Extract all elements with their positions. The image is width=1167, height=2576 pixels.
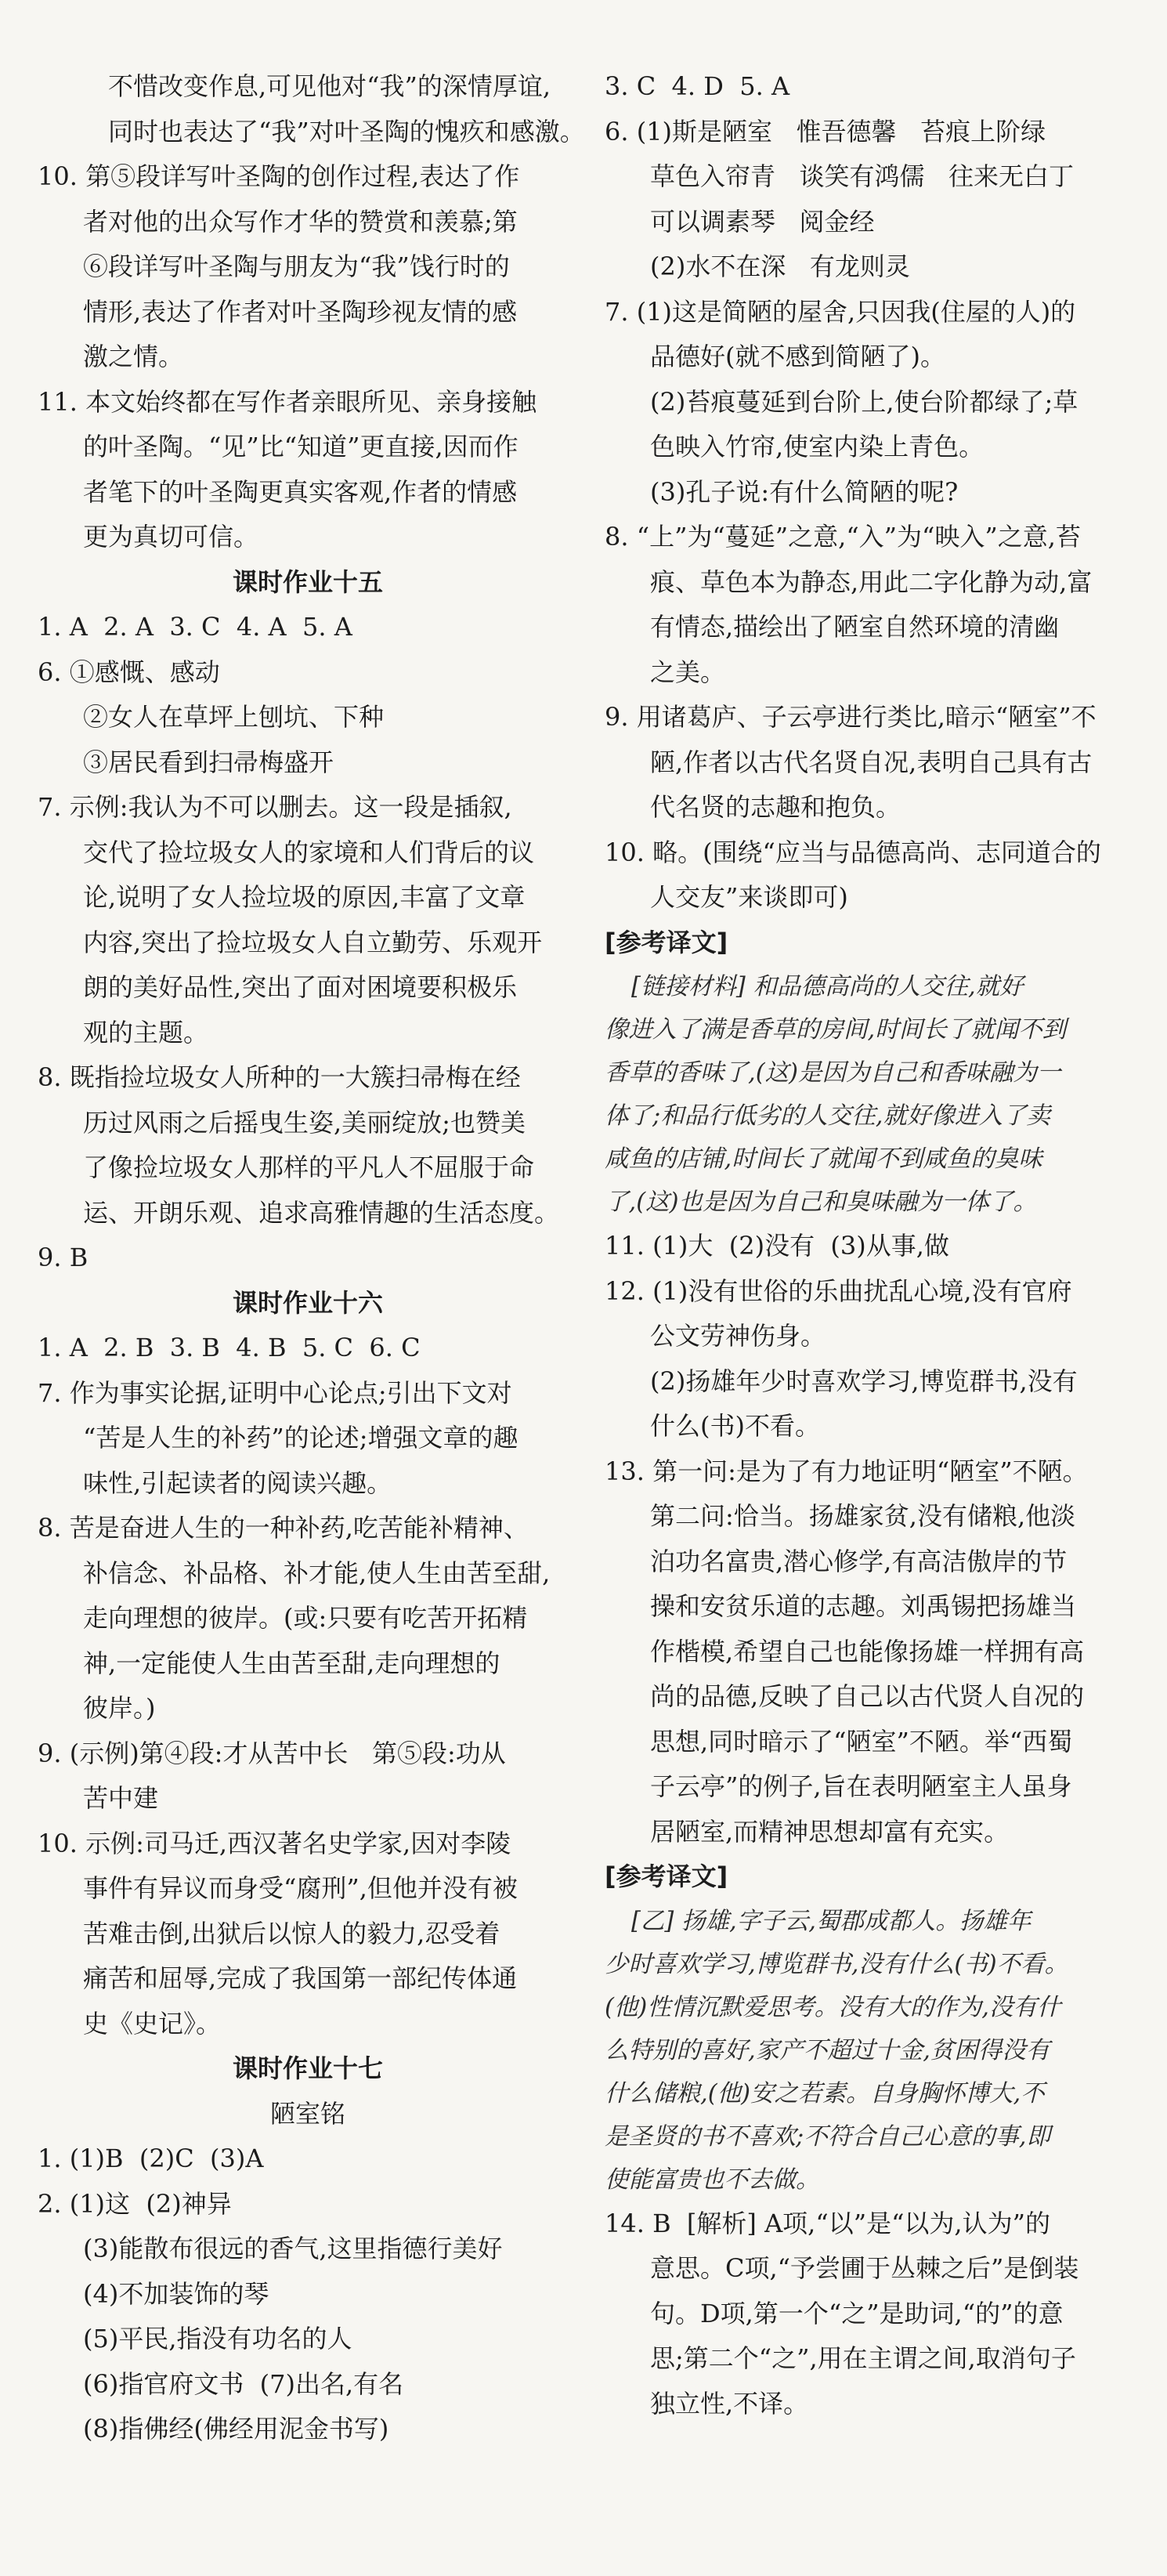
translation-line: (他)性情沉默爱思考。没有大的作为,没有什 — [605, 1993, 1061, 2021]
text-line: 同时也表达了“我”对叶圣陶的愧疚和感激。 — [108, 116, 585, 147]
text-line: 9. (示例)第④段:才从苦中长 第⑤段:功从 — [38, 1738, 506, 1768]
section-heading: 课时作业十六 — [232, 1287, 383, 1318]
text-line: 人交友”来谈即可) — [650, 882, 848, 912]
text-line: 交代了捡垃圾女人的家境和人们背后的议 — [83, 837, 535, 867]
text-line: 2. (1)这 (2)神异 — [38, 2188, 232, 2219]
text-line: “苦是人生的补药”的论述;增强文章的趣 — [83, 1423, 518, 1453]
text-line: 思想,同时暗示了“陋室”不陋。举“西蜀 — [650, 1726, 1073, 1757]
text-line: 运、开朗乐观、追求高雅情趣的生活态度。 — [83, 1197, 560, 1228]
text-line: 更为真切可信。 — [83, 522, 259, 552]
text-line: 第二问:恰当。扬雄家贫,没有储粮,他淡 — [650, 1501, 1076, 1531]
text-line: 情形,表达了作者对叶圣陶珍视友情的感 — [83, 296, 518, 327]
text-line: 品德好(就不感到简陋了)。 — [650, 342, 945, 371]
text-line: 10. 示例:司马迁,西汉著名史学家,因对李陵 — [38, 1828, 511, 1858]
text-line: 独立性,不译。 — [650, 2388, 809, 2419]
text-line: 句。D项,第一个“之”是助词,“的”的意 — [650, 2298, 1064, 2328]
text-line: (6)指官府文书 (7)出名,有名 — [83, 2368, 404, 2399]
section-heading: 课时作业十七 — [232, 2053, 383, 2083]
text-line: 代名贤的志趣和抱负。 — [650, 792, 901, 822]
text-line: 观的主题。 — [83, 1017, 209, 1047]
text-line: 1. A 2. A 3. C 4. A 5. A — [38, 612, 352, 642]
text-line: 8. “上”为“蔓延”之意,“入”为“映入”之意,苔 — [605, 522, 1081, 552]
text-line: 居陋室,而精神思想却富有充实。 — [650, 1816, 1010, 1847]
translation-line: 香草的香味了,(这)是因为自己和香味融为一 — [605, 1059, 1061, 1087]
text-line: 彼岸。) — [83, 1693, 156, 1723]
text-line: 作楷模,希望自己也能像扬雄一样拥有高 — [650, 1636, 1085, 1666]
text-line: 11. (1)大 (2)没有 (3)从事,做 — [605, 1231, 949, 1261]
right-column — [605, 64, 1145, 2426]
translation-line: 什么储粮,(他)安之若素。自身胸怀博大,不 — [605, 2079, 1045, 2107]
subsection-title: 陋室铭 — [269, 2098, 345, 2129]
text-line: 1. A 2. B 3. B 4. B 5. C 6. C — [38, 1333, 421, 1362]
text-line: 苦中建 — [83, 1783, 159, 1813]
text-line: 公文劳神伤身。 — [650, 1321, 826, 1351]
text-line: ⑥段详写叶圣陶与朋友为“我”饯行时的 — [83, 251, 510, 281]
text-line: 不惜改变作息,可见他对“我”的深情厚谊, — [108, 71, 551, 101]
text-line: 了像捡垃圾女人那样的平凡人不屈服于命 — [83, 1152, 535, 1182]
text-line: 内容,突出了捡垃圾女人自立勤劳、乐观开 — [83, 927, 543, 957]
translation-line: 使能富贵也不去做。 — [605, 2165, 820, 2194]
text-line: 激之情。 — [83, 342, 184, 371]
text-line: 10. 第⑤段详写叶圣陶的创作过程,表达了作 — [38, 161, 520, 191]
text-line: (2)苔痕蔓延到台阶上,使台阶都绿了;草 — [650, 386, 1078, 417]
text-line: ②女人在草坪上刨坑、下种 — [83, 702, 385, 732]
text-line: 尚的品德,反映了自己以古代贤人自况的 — [650, 1681, 1085, 1711]
text-line: 泊功名富贵,潜心修学,有高洁傲岸的节 — [650, 1546, 1068, 1576]
text-line: 6. ①感慨、感动 — [38, 657, 220, 687]
text-line: (8)指佛经(佛经用泥金书写) — [83, 2414, 389, 2444]
translation-line: 少时喜欢学习,博览群书,没有什么(书)不看。 — [605, 1950, 1069, 1978]
text-line: 思;第二个“之”,用在主谓之间,取消句子 — [650, 2343, 1076, 2373]
text-line: 史《史记》。 — [83, 2008, 222, 2039]
translation-line: 咸鱼的店铺,时间长了就闻不到咸鱼的臭味 — [605, 1145, 1042, 1173]
translation-line: [链接材料] 和品德高尚的人交往,就好 — [631, 973, 1024, 1000]
reference-translation-label: [参考译文] — [605, 927, 728, 957]
text-line: 神,一定能使人生由苦至甜,走向理想的 — [83, 1648, 500, 1678]
left-column — [38, 64, 585, 2452]
text-line: 6. (1)斯是陋室 惟吾德馨 苔痕上阶绿 — [605, 116, 1046, 147]
text-line: 7. 示例:我认为不可以删去。这一段是插叙, — [38, 792, 512, 822]
text-line: 味性,引起读者的阅读兴趣。 — [83, 1467, 392, 1498]
translation-line: 体了;和品行低劣的人交往,就好像进入了卖 — [605, 1102, 1050, 1130]
text-line: 12. (1)没有世俗的乐曲扰乱心境,没有官府 — [605, 1275, 1072, 1306]
text-line: 13. 第一问:是为了有力地证明“陋室”不陋。 — [605, 1456, 1088, 1486]
text-line: 陋,作者以古代名贤自况,表明自己具有古 — [650, 747, 1093, 777]
translation-line: 么特别的喜好,家产不超过十金,贫困得没有 — [605, 2036, 1050, 2064]
text-line: 者笔下的叶圣陶更真实客观,作者的情感 — [83, 476, 518, 507]
translation-line: 了,(这)也是因为自己和臭味融为一体了。 — [605, 1189, 1037, 1216]
text-line: 论,说明了女人捡垃圾的原因,丰富了文章 — [83, 882, 526, 912]
text-line: 3. C 4. D 5. A — [605, 71, 790, 101]
text-line: 可以调素琴 阅金经 — [650, 206, 875, 237]
text-line: 痛苦和屈辱,完成了我国第一部纪传体通 — [83, 1963, 518, 1993]
text-line: 苦难击倒,出狱后以惊人的毅力,忍受着 — [83, 1918, 500, 1948]
text-line: 事件有异议而身受“腐刑”,但他并没有被 — [83, 1873, 518, 1903]
text-line: 8. 苦是奋进人生的一种补药,吃苦能补精神、 — [38, 1513, 529, 1543]
text-line: (2)扬雄年少时喜欢学习,博览群书,没有 — [650, 1366, 1078, 1396]
text-line: (3)能散布很远的香气,这里指德行美好 — [83, 2234, 503, 2263]
text-line: 7. (1)这是简陋的屋舍,只因我(住屋的人)的 — [605, 296, 1076, 327]
translation-line: 像进入了满是香草的房间,时间长了就闻不到 — [605, 1016, 1067, 1044]
text-line: 朗的美好品性,突出了面对困境要积极乐 — [83, 972, 518, 1002]
text-line: 有情态,描绘出了陋室自然环境的清幽 — [650, 612, 1060, 642]
text-line: 色映入竹帘,使室内染上青色。 — [650, 432, 985, 461]
text-line: 什么(书)不看。 — [650, 1411, 820, 1441]
text-line: 10. 略。(围绕“应当与品德高尚、志同道合的 — [605, 837, 1101, 867]
text-line: 操和安贫乐道的志趣。刘禹锡把扬雄当 — [650, 1591, 1077, 1621]
text-line: (4)不加装饰的琴 — [83, 2278, 269, 2309]
text-line: 7. 作为事实论据,证明中心论点;引出下文对 — [38, 1377, 512, 1408]
reference-translation-label: [参考译文] — [605, 1861, 728, 1891]
text-line: 草色入帘青 谈笑有鸿儒 往来无白丁 — [650, 161, 1075, 191]
text-line: 走向理想的彼岸。(或:只要有吃苦开拓精 — [83, 1603, 528, 1633]
text-line: 9. 用诸葛庐、子云亭进行类比,暗示“陋室”不 — [605, 702, 1097, 732]
text-line: 子云亭”的例子,旨在表明陋室主人虽身 — [650, 1771, 1072, 1801]
text-line: 的叶圣陶。“见”比“知道”更直接,因而作 — [83, 432, 518, 461]
text-line: 痕、草色本为静态,用此二字化静为动,富 — [650, 566, 1093, 597]
text-line: (3)孔子说:有什么简陋的呢? — [650, 476, 959, 507]
text-line: (5)平民,指没有功名的人 — [83, 2324, 352, 2353]
text-line: 意思。C项,“予尝圃于丛棘之后”是倒装 — [650, 2253, 1079, 2283]
section-heading: 课时作业十五 — [232, 566, 383, 597]
translation-line: [乙] 扬雄,字子云,蜀郡成都人。扬雄年 — [631, 1907, 1032, 1935]
text-line: 8. 既指捡垃圾女人所种的一大簇扫帚梅在经 — [38, 1062, 521, 1092]
text-line: 者对他的出众写作才华的赞赏和羡慕;第 — [83, 206, 518, 237]
text-line: 1. (1)B (2)C (3)A — [38, 2144, 264, 2173]
text-line: ③居民看到扫帚梅盛开 — [83, 747, 334, 777]
text-line: 9. B — [38, 1243, 89, 1272]
text-line: 历过风雨之后摇曳生姿,美丽绽放;也赞美 — [83, 1107, 526, 1138]
text-line: 之美。 — [650, 657, 726, 687]
text-line: (2)水不在深 有龙则灵 — [650, 251, 910, 281]
translation-line: 是圣贤的书不喜欢;不符合自己心意的事,即 — [605, 2122, 1050, 2151]
text-line: 14. B [解析] A项,“以”是“以为,认为”的 — [605, 2208, 1050, 2238]
text-line: 补信念、补品格、补才能,使人生由苦至甜, — [83, 1558, 551, 1588]
text-line: 11. 本文始终都在写作者亲眼所见、亲身接触 — [38, 386, 537, 417]
